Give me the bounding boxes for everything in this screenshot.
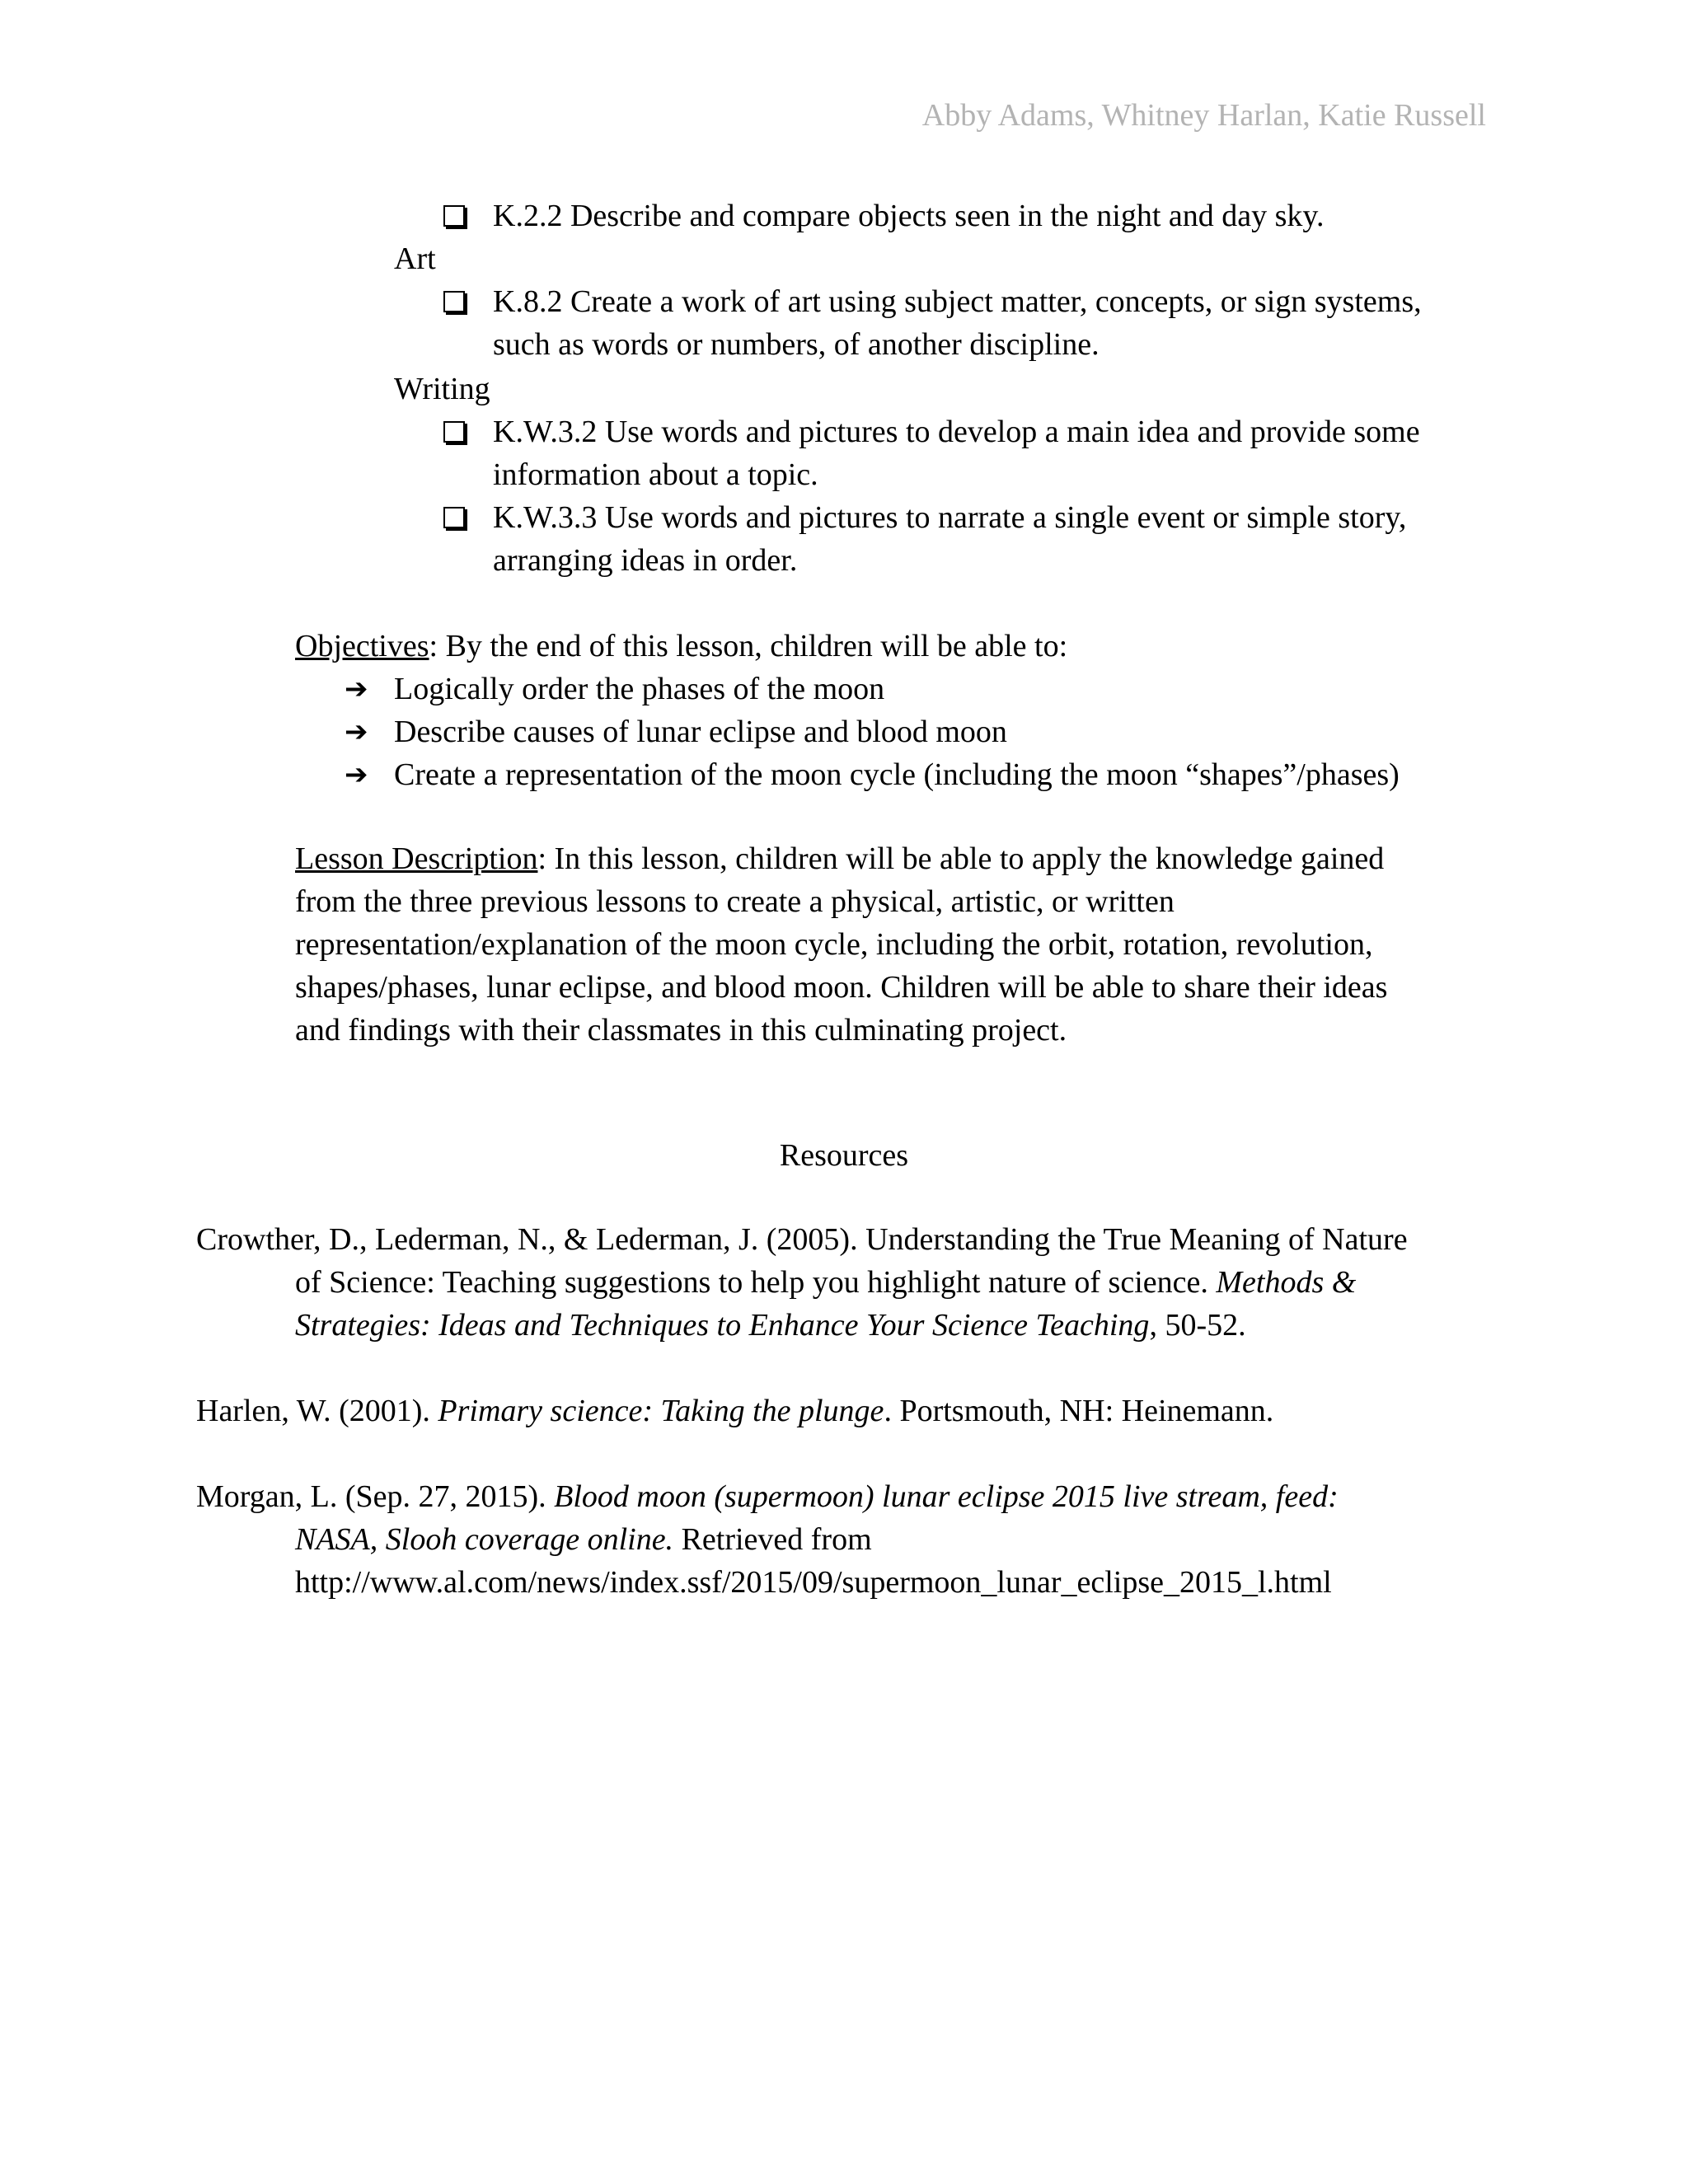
standard-text: K.W.3.2 Use words and pictures to develop a main idea and provide some <box>493 415 1420 449</box>
standard-item-k22 <box>443 194 1324 237</box>
objective-text: Describe causes of lunar eclipse and blood moon <box>394 715 1007 749</box>
standard-item-k82 <box>443 280 1422 323</box>
standard-item-kw32 <box>443 410 1420 453</box>
reference-text: Harlen, W. (2001). <box>196 1394 438 1428</box>
standard-text: K.8.2 Create a work of art using subject matter, concepts, or sign systems, <box>493 284 1422 319</box>
lesson-description-label: Lesson Description <box>295 841 538 876</box>
objective-item <box>345 753 1400 796</box>
art-heading: Art <box>394 241 436 276</box>
reference-journal-title: Strategies: Ideas and Techniques to Enhance Your Science Teaching <box>295 1308 1150 1343</box>
reference-harlen <box>196 1390 1273 1432</box>
objective-item <box>345 710 1007 753</box>
lesson-description-line: representation/explanation of the moon cycle, including the orbit, rotation, revolution, <box>295 927 1373 962</box>
reference-morgan-line <box>196 1475 1339 1518</box>
standard-text: K.W.3.3 Use words and pictures to narrate a single event or simple story, <box>493 500 1407 535</box>
reference-article-title: Blood moon (supermoon) lunar eclipse 2015 live stream, feed: <box>554 1479 1339 1514</box>
arrow-right-icon: ➔ <box>345 673 368 705</box>
objective-item <box>345 668 884 710</box>
resources-heading: Resources <box>779 1138 909 1173</box>
lesson-description-line: from the three previous lessons to create a physical, artistic, or written <box>295 884 1175 919</box>
reference-book-title: Primary science: Taking the plunge <box>438 1394 884 1428</box>
objectives-intro-text: : By the end of this lesson, children will be able to: <box>429 629 1068 663</box>
standard-text-continued: arranging ideas in order. <box>493 543 798 578</box>
reference-text: of Science: Teaching suggestions to help you highlight nature of science. <box>295 1265 1217 1300</box>
checkbox-bullet-icon <box>443 291 465 312</box>
arrow-right-icon: ➔ <box>345 715 368 748</box>
reference-journal-title: Methods & <box>1216 1265 1357 1300</box>
arrow-right-icon: ➔ <box>345 758 368 791</box>
reference-url: http://www.al.com/news/index.ssf/2015/09/supermoon_lunar_eclipse_2015_l.html <box>295 1565 1332 1600</box>
reference-text: Retrieved from <box>673 1522 872 1557</box>
reference-morgan-line <box>295 1518 872 1561</box>
checkbox-bullet-icon <box>443 421 465 443</box>
lesson-description-line: shapes/phases, lunar eclipse, and blood moon. Children will be able to share their ideas <box>295 970 1388 1005</box>
objective-text: Create a representation of the moon cycle (including the moon “shapes”/phases) <box>394 757 1400 792</box>
checkbox-bullet-icon <box>443 205 465 227</box>
lesson-description-line: and findings with their classmates in this culminating project. <box>295 1013 1067 1047</box>
standard-text-continued: such as words or numbers, of another discipline. <box>493 327 1100 362</box>
standard-text-continued: information about a topic. <box>493 457 818 492</box>
reference-crowther-line: Crowther, D., Lederman, N., & Lederman, J. (2005). Understanding the True Meaning of Nature <box>196 1222 1408 1257</box>
lesson-description-text: : In this lesson, children will be able to apply the knowledge gained <box>537 841 1385 876</box>
lesson-description-line <box>295 837 1384 880</box>
reference-text: . Portsmouth, NH: Heinemann. <box>884 1394 1274 1428</box>
reference-text: Morgan, L. (Sep. 27, 2015). <box>196 1479 555 1514</box>
checkbox-bullet-icon <box>443 507 465 528</box>
reference-article-title: NASA, Slooh coverage online. <box>295 1522 674 1557</box>
reference-crowther-line <box>295 1261 1356 1304</box>
objectives-intro <box>295 625 1067 668</box>
objectives-label: Objectives <box>295 629 429 663</box>
objective-text: Logically order the phases of the moon <box>394 672 885 706</box>
writing-heading: Writing <box>394 372 490 406</box>
standard-item-kw33 <box>443 496 1406 539</box>
header-authors: Abby Adams, Whitney Harlan, Katie Russell <box>921 98 1486 133</box>
reference-crowther-line <box>295 1304 1246 1347</box>
standard-text: K.2.2 Describe and compare objects seen in the night and day sky. <box>493 199 1325 233</box>
reference-text: , 50-52. <box>1149 1308 1246 1343</box>
